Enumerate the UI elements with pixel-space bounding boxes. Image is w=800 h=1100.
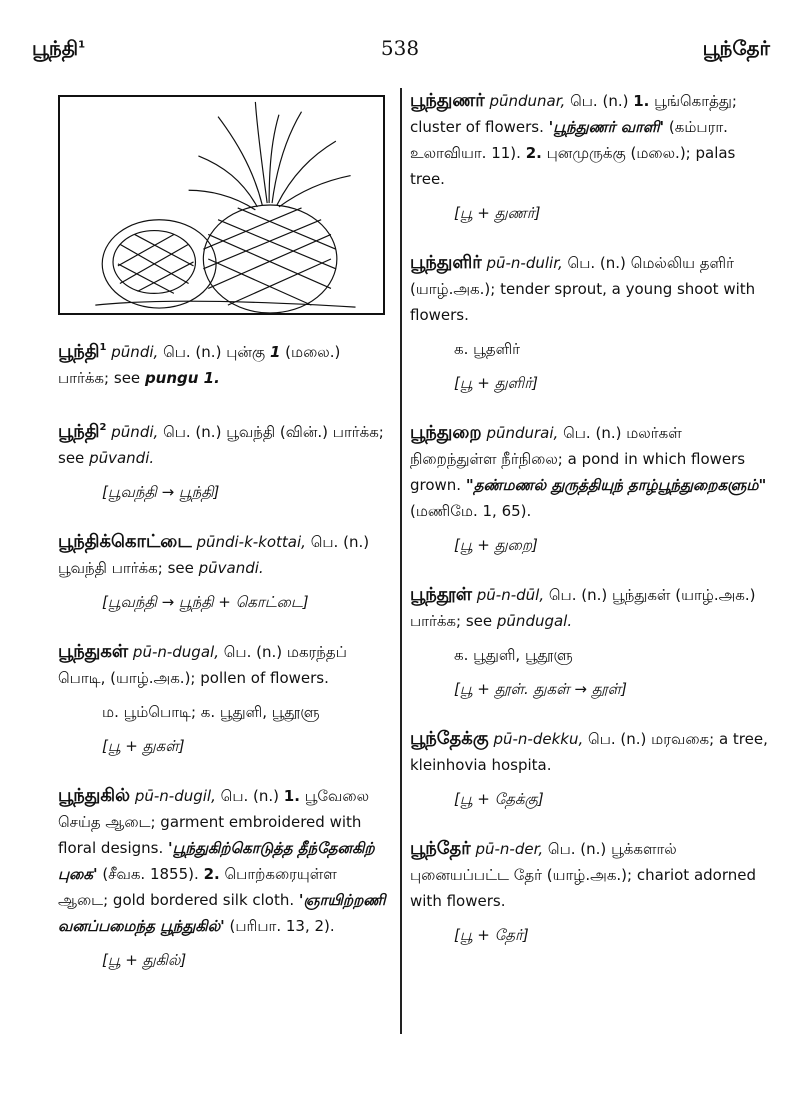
dictionary-entry bbox=[410, 88, 770, 192]
header-guide-word-right: பூந்தேர் bbox=[702, 36, 770, 60]
part-of-speech: பெ. (n.) bbox=[588, 730, 647, 748]
page-number: 538 bbox=[380, 36, 420, 60]
dictionary-entry bbox=[410, 250, 770, 328]
transliteration: pū-n-dekku, bbox=[493, 730, 584, 748]
headword bbox=[58, 421, 107, 442]
etymology: [பூ + துறை] bbox=[454, 536, 538, 554]
dictionary-entry bbox=[410, 582, 770, 634]
part-of-speech: பெ. (n.) bbox=[163, 423, 222, 441]
part-of-speech: பெ. (n.) bbox=[548, 586, 608, 604]
etymology: [பூ + தேர்] bbox=[454, 926, 529, 944]
citation-quote: "தண்மணல் துருத்தியுந் தாழ்பூந்துறைகளும்" bbox=[465, 476, 767, 494]
dictionary-entry bbox=[58, 639, 390, 691]
homonym-number: 1 bbox=[99, 342, 107, 353]
headword: பூந்திக்கொட்டை bbox=[58, 531, 192, 552]
etymology: [பூ + துணர்] bbox=[454, 204, 541, 222]
part-of-speech: பெ. (n.) bbox=[310, 533, 370, 551]
transliteration: pūndunar, bbox=[489, 92, 566, 110]
cross-reference: pūvandi. bbox=[198, 559, 264, 577]
headword: பூந்துகள் bbox=[58, 641, 129, 662]
citation-quote: 'ஞாயிற்றணி வனப்பமைந்த பூந்துகில்' bbox=[58, 891, 386, 935]
cross-reference: pūndugal. bbox=[496, 612, 573, 630]
headword bbox=[58, 341, 107, 362]
definition-text: மகரந்தப் பொடி, (யாழ்.அக.); pollen of flowers. bbox=[58, 643, 347, 687]
transliteration: pūndi, bbox=[111, 423, 159, 441]
etymology: [பூ + துகள்] bbox=[102, 737, 185, 755]
citation-quote: 'பூந்துணர் வாளி' bbox=[548, 118, 665, 136]
part-of-speech: பெ. (n.) bbox=[547, 840, 607, 858]
headword: பூந்தேக்கு bbox=[410, 728, 489, 749]
headword: பூந்தேர் bbox=[410, 838, 471, 859]
definition-text: புனமுருக்கு (மலை.); palas tree. bbox=[410, 144, 736, 188]
definition-text: பூங்கொத்து; cluster of flowers. bbox=[410, 92, 737, 136]
headword-text: பூந்தி bbox=[58, 341, 100, 362]
dictionary-entry bbox=[410, 836, 770, 914]
transliteration: pūndurai, bbox=[486, 424, 559, 442]
dictionary-entry bbox=[58, 415, 390, 471]
right-column bbox=[410, 88, 770, 948]
part-of-speech: பெ. (n.) bbox=[220, 787, 280, 805]
definition-text: (மலை.) பார்க்க; bbox=[58, 343, 341, 387]
definition-text: புன்கு bbox=[226, 343, 266, 361]
etymology: [பூ + துளிர்] bbox=[454, 374, 538, 392]
sense-number: 2. bbox=[525, 144, 542, 162]
headword: பூந்துறை bbox=[410, 422, 482, 443]
headword: பூந்துணர் bbox=[410, 90, 485, 111]
part-of-speech: பெ. (n.) bbox=[570, 92, 629, 110]
definition-text: மெல்லிய தளிர் (யாழ்.அக.); tender sprout, a young shoot with flowers. bbox=[410, 254, 756, 324]
see-label: see bbox=[58, 449, 85, 467]
citation-source: (பரிபா. 13, 2). bbox=[229, 917, 335, 935]
dictionary-entry bbox=[58, 783, 390, 939]
definition-text: பூவந்தி பார்க்க; see bbox=[58, 559, 194, 577]
part-of-speech: பெ. (n.) bbox=[163, 343, 222, 361]
headword: பூந்துகில் bbox=[58, 785, 131, 806]
cognates: க. பூதளிர் bbox=[454, 340, 521, 358]
sense-number: 1 bbox=[269, 343, 281, 361]
citation-source: (சீவக. 1855). bbox=[102, 865, 199, 883]
etymology: [பூ + துகில்] bbox=[102, 951, 187, 969]
transliteration: pū-n-dugil, bbox=[134, 787, 216, 805]
etymology: [பூவந்தி → பூந்தி] bbox=[102, 483, 220, 501]
left-column bbox=[58, 95, 390, 973]
transliteration: pū-n-dulir, bbox=[486, 254, 563, 272]
dictionary-entry bbox=[410, 726, 770, 778]
dictionary-entry bbox=[58, 529, 390, 581]
transliteration: pū-n-dugal, bbox=[132, 643, 219, 661]
etymology: [பூ + தேக்கு] bbox=[454, 790, 544, 808]
part-of-speech: பெ. (n.) bbox=[223, 643, 283, 661]
part-of-speech: பெ. (n.) bbox=[563, 424, 622, 442]
transliteration: pū-n-der, bbox=[475, 840, 544, 858]
page-header bbox=[0, 0, 800, 80]
headword: பூந்துளிர் bbox=[410, 252, 482, 273]
definition-text: மரவகை; a tree, kleinhovia hospita. bbox=[410, 730, 768, 774]
etymology: [பூவந்தி → பூந்தி + கொட்டை] bbox=[102, 593, 309, 611]
citation-source: (கம்பரா. உலாவியா. 11). bbox=[410, 118, 728, 162]
homonym-number: 2 bbox=[99, 422, 107, 433]
cross-reference: pungu 1. bbox=[144, 369, 220, 387]
citation-source: (மணிமே. 1, 65). bbox=[410, 502, 532, 520]
part-of-speech: பெ. (n.) bbox=[567, 254, 626, 272]
definition-text: மலர்கள் நிறைந்துள்ள நீர்நிலை; a pond in which flowers grown. bbox=[410, 424, 746, 494]
sense-number: 1. bbox=[633, 92, 650, 110]
dictionary-entry bbox=[410, 420, 770, 524]
transliteration: pūndi-k-kottai, bbox=[196, 533, 306, 551]
definition-text: பொற்கரையுள்ள ஆடை; gold bordered silk cloth. bbox=[58, 865, 337, 909]
guide-word-text: பூந்தி bbox=[32, 36, 79, 60]
definition-text: பூக்களால் புனையப்பட்ட தேர் (யாழ்.அக.); chariot adorned with flowers. bbox=[410, 840, 757, 910]
pineapple-illustration bbox=[58, 95, 385, 315]
transliteration: pū-n-dūl, bbox=[476, 586, 545, 604]
sense-number: 1. bbox=[283, 787, 300, 805]
see-label: see bbox=[113, 369, 141, 387]
cross-reference: pūvandi. bbox=[89, 449, 155, 467]
cognates: ம. பூம்பொடி; க. பூதுளி, பூதூளு bbox=[102, 703, 320, 721]
dictionary-entry bbox=[58, 335, 390, 391]
headword: பூந்தூள் bbox=[410, 584, 472, 605]
definition-text: பூந்துகள் (யாழ்.அக.) பார்க்க; see bbox=[410, 586, 756, 630]
pineapple-drawing bbox=[60, 97, 383, 313]
column-divider bbox=[400, 88, 402, 1034]
headword-text: பூந்தி bbox=[58, 421, 100, 442]
cognates: க. பூதுளி, பூதூளு bbox=[454, 646, 573, 664]
guide-word-superscript: 1 bbox=[78, 39, 86, 51]
etymology: [பூ + தூள். துகள் → தூள்] bbox=[454, 680, 627, 698]
definition-text: பூவந்தி (வின்.) பார்க்க; bbox=[226, 423, 384, 441]
definition-text: பூவேலை செய்த ஆடை; garment embroidered with floral designs. bbox=[58, 787, 370, 857]
transliteration: pūndi, bbox=[111, 343, 159, 361]
sense-number: 2. bbox=[203, 865, 220, 883]
citation-quote: 'பூந்துகிற்கொடுத்த தீந்தேனகிற் புகை' bbox=[58, 839, 375, 883]
